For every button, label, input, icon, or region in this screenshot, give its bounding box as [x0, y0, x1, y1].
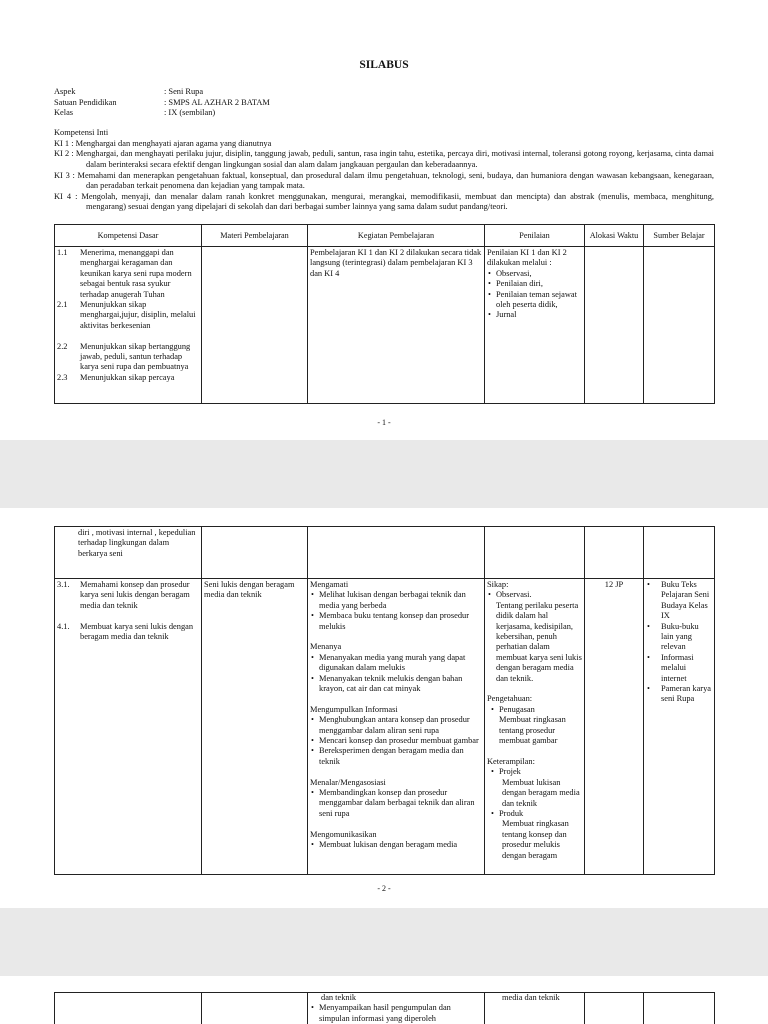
- list-item: • Membandingkan konsep dan prosedur menggambar dalam berbagai teknik dan aliran seni rupa: [310, 788, 482, 819]
- kegiatan-heading: Menalar/Mengasosiasi: [310, 777, 386, 787]
- alokasi-cell: 12 JP: [585, 579, 644, 875]
- list-item: • Penilaian teman sejawat oleh peserta didik,: [487, 290, 582, 311]
- syllabus-table-p2: [54, 526, 715, 875]
- list-item: • Menanyakan teknik melukis dengan bahan krayon, cat air dan cat minyak: [310, 674, 482, 695]
- list-item: • Menyampaikan hasil pengumpulan dan simpulan informasi yang diperoleh: [310, 1003, 482, 1024]
- list-item: • Jurnal: [487, 310, 582, 320]
- pengetahuan-list: [487, 705, 582, 715]
- kegiatan-list: [310, 1003, 482, 1024]
- kd-item: 1.1 Menerima, menanggapi dan menghargai keragaman dan keunikan karya seni rupa modern sebagai bentuk rasa syukur terhadap anugerah Tuhan: [57, 248, 192, 299]
- ki-2: KI 2 : Menghargai, dan menghayati perilaku jujur, disiplin, tanggung jawab, peduli, santun, rasa ingin tahu, estetika, percaya diri, motivasi internal, toleransi gotong royong, kerjasama, cinta damai dalam berinteraksi secara efektif dengan lingkungan sosial dan alam dalam jangkauan pergaulan dan keberadaannya.: [54, 149, 714, 169]
- penilaian-cell: [485, 527, 585, 579]
- page-1: [0, 0, 768, 440]
- sikap-text: Tentang perilaku peserta didik dalam hal kerjasama, kedisipilan, kebersihan, penuh perhatian dalam membuat karya seni lukis dengan beragam media dan teknik.: [496, 600, 582, 683]
- meta-row-satuan: [54, 98, 714, 109]
- meta-label: Aspek: [54, 87, 76, 96]
- table-row: [55, 247, 715, 404]
- kegiatan-heading: Menanya: [310, 642, 342, 652]
- sikap-label: Sikap:: [487, 580, 509, 589]
- projek-text: Membuat lukisan dengan beragam media dan teknik: [502, 777, 580, 808]
- kegiatan-list: [310, 715, 482, 767]
- meta-value: : Seni Rupa: [164, 87, 204, 96]
- materi-cell: Seni lukis dengan beragam media dan teknik: [202, 579, 308, 875]
- list-item: • Penilaian diri,: [487, 279, 582, 289]
- ki-1: KI 1 : Menghargai dan menghayati ajaran agama yang dianutnya: [54, 138, 272, 148]
- meta-row-kelas: [54, 108, 714, 119]
- list-item: • Produk: [490, 809, 582, 819]
- kd-item: 2.1 Menunjukkan sikap menghargai,jujur, disiplin, melalui aktivitas berkesenian: [57, 300, 196, 330]
- keterampilan-list: [487, 809, 582, 819]
- syllabus-table-p3: [54, 992, 715, 1024]
- meta-value: : SMPS AL AZHAR 2 BATAM: [164, 97, 270, 107]
- list-item: • Pameran karya seni Rupa: [646, 684, 712, 705]
- list-item: • Membaca buku tentang konsep dan prosedur melukis: [310, 611, 482, 632]
- pengetahuan-text: Membuat ringkasan tentang prosedur membuat gambar: [499, 715, 566, 746]
- kegiatan-list: [310, 653, 482, 695]
- header-alokasi: Alokasi Waktu: [585, 225, 644, 247]
- penilaian-intro: Penilaian KI 1 dan KI 2 dilakukan melalui :: [487, 248, 567, 268]
- kd-cell: [55, 247, 202, 404]
- kegiatan-cell: [308, 993, 485, 1024]
- kegiatan-list: [310, 788, 482, 819]
- kd-item: 2.3 Menunjukkan sikap percaya: [57, 372, 175, 382]
- table-row: [55, 527, 715, 579]
- keterampilan-list: [487, 767, 582, 777]
- kd-continued: diri , motivasi internal , kepedulian terhadap lingkungan dalam berkarya seni: [55, 527, 202, 579]
- header-kompetensi-dasar: Kompetensi Dasar: [55, 225, 202, 247]
- ki-heading: Kompetensi Inti: [54, 128, 109, 137]
- alokasi-cell: [585, 993, 644, 1024]
- ki-3: KI 3 : Memahami dan menerapkan pengetahuan faktual, konseptual, dan prosedural dalam ilmu pengetahuan, teknologi, seni, budaya, dan humaniora dengan wawasan kebangsaan, kenegaraan, dan peradaban terkait penomena dan kejadian yang tampak mata.: [54, 170, 714, 190]
- ki-4: KI 4 : Mengolah, menyaji, dan menalar dalam ranah konkret menggunakan, mengurai, merangkai, memodifikasii, membuat dan mencipta) dan abstrak (menulis, membaca, menghitung, mengarang) sesuai dengan yang dipelajari di sekolah dan dari berbagai sumber lainnya yang sama dalam sudut pandang/teori.: [54, 191, 714, 212]
- meta-row-aspek: [54, 87, 714, 98]
- sumber-cell: [644, 579, 715, 875]
- list-item: • Observasi,: [487, 269, 582, 279]
- list-item: • Informasi melalui internet: [646, 653, 712, 684]
- penilaian-cell: [485, 993, 585, 1024]
- sumber-cell: [644, 527, 715, 579]
- meta-label: Kelas: [54, 108, 74, 118]
- kegiatan-cell: [308, 579, 485, 875]
- page-number: - 2 -: [377, 884, 391, 893]
- kegiatan-heading: Mengamati: [310, 580, 349, 589]
- table-header-row: [55, 225, 715, 247]
- meta-label: Satuan Pendidikan: [54, 97, 117, 107]
- page-2: [0, 508, 768, 908]
- table-row: [55, 579, 715, 875]
- kd-item: 2.2 Menunjukkan sikap bertanggung jawab, peduli, santun terhadap karya seni rupa dan pembuatnya: [57, 341, 191, 372]
- kd-cell: [55, 579, 202, 875]
- penilaian-cell: [485, 579, 585, 875]
- kegiatan-heading: Mengomunikasikan: [310, 829, 377, 839]
- list-item: • Buku-buku lain yang relevan: [646, 622, 712, 653]
- list-item: • Menghubungkan antara konsep dan prosedur menggambar dalam aliran seni rupa: [310, 715, 482, 736]
- materi-cell: [202, 247, 308, 404]
- list-item: • Menanyakan media yang murah yang dapat digunakan dalam melukis: [310, 653, 482, 674]
- list-item: • Bereksperimen dengan beragam media dan teknik: [310, 746, 482, 767]
- table-row: [55, 993, 715, 1024]
- list-item: • Melihat lukisan dengan berbagai teknik dan media yang berbeda: [310, 590, 482, 611]
- list-item: • Penugasan: [490, 705, 582, 715]
- sumber-list: [646, 580, 712, 705]
- list-item: • Membuat lukisan dengan beragam media: [310, 840, 482, 850]
- sumber-cell: [644, 993, 715, 1024]
- syllabus-table-p1: [54, 224, 715, 404]
- kegiatan-continued: dan teknik: [321, 993, 357, 1002]
- alokasi-cell: [585, 527, 644, 579]
- produk-text: Membuat ringkasan tentang konsep dan prosedur melukis dengan beragam: [502, 819, 569, 860]
- kd-item: 4.1. Membuat karya seni lukis dengan beragam media dan teknik: [57, 621, 194, 642]
- document-title: SILABUS: [359, 59, 409, 71]
- page-number: - 1 -: [377, 418, 391, 427]
- page-3: [0, 976, 768, 1024]
- alokasi-cell: [585, 247, 644, 404]
- meta-value: : IX (sembilan): [164, 108, 216, 118]
- kegiatan-heading: Mengumpulkan Informasi: [310, 704, 398, 714]
- header-sumber: Sumber Belajar: [644, 225, 715, 247]
- list-item: • Projek: [490, 767, 582, 777]
- header-penilaian: Penilaian: [485, 225, 585, 247]
- sumber-cell: [644, 247, 715, 404]
- materi-cell: [202, 993, 308, 1024]
- kegiatan-cell: [308, 527, 485, 579]
- document-meta: [54, 87, 714, 119]
- list-item: • Mencari konsep dan prosedur membuat gambar: [310, 736, 482, 746]
- materi-cell: [202, 527, 308, 579]
- kegiatan-list: [310, 840, 482, 850]
- sikap-list: [487, 590, 582, 600]
- kd-cell: [55, 993, 202, 1024]
- penilaian-list: [487, 269, 582, 321]
- kd-item: 3.1. Memahami konsep dan prosedur karya seni lukis dengan beragam media dan teknik: [57, 580, 190, 610]
- list-item: • Observasi.: [487, 590, 582, 600]
- kegiatan-list: [310, 590, 482, 632]
- list-item: • Buku Teks Pelajaran Seni Budaya Kelas IX: [646, 580, 712, 622]
- header-materi: Materi Pembelajaran: [202, 225, 308, 247]
- keterampilan-label: Keterampilan:: [487, 756, 535, 766]
- kompetensi-inti: [54, 128, 714, 213]
- penilaian-cell: [485, 247, 585, 404]
- penilaian-continued: media dan teknik: [502, 993, 560, 1002]
- pengetahuan-label: Pengetahuan:: [487, 694, 533, 704]
- kegiatan-cell: Pembelajaran KI 1 dan KI 2 dilakukan secara tidak langsung (terintegrasi) dalam pembelajaran KI 3 dan KI 4: [308, 247, 485, 404]
- header-kegiatan: Kegiatan Pembelajaran: [308, 225, 485, 247]
